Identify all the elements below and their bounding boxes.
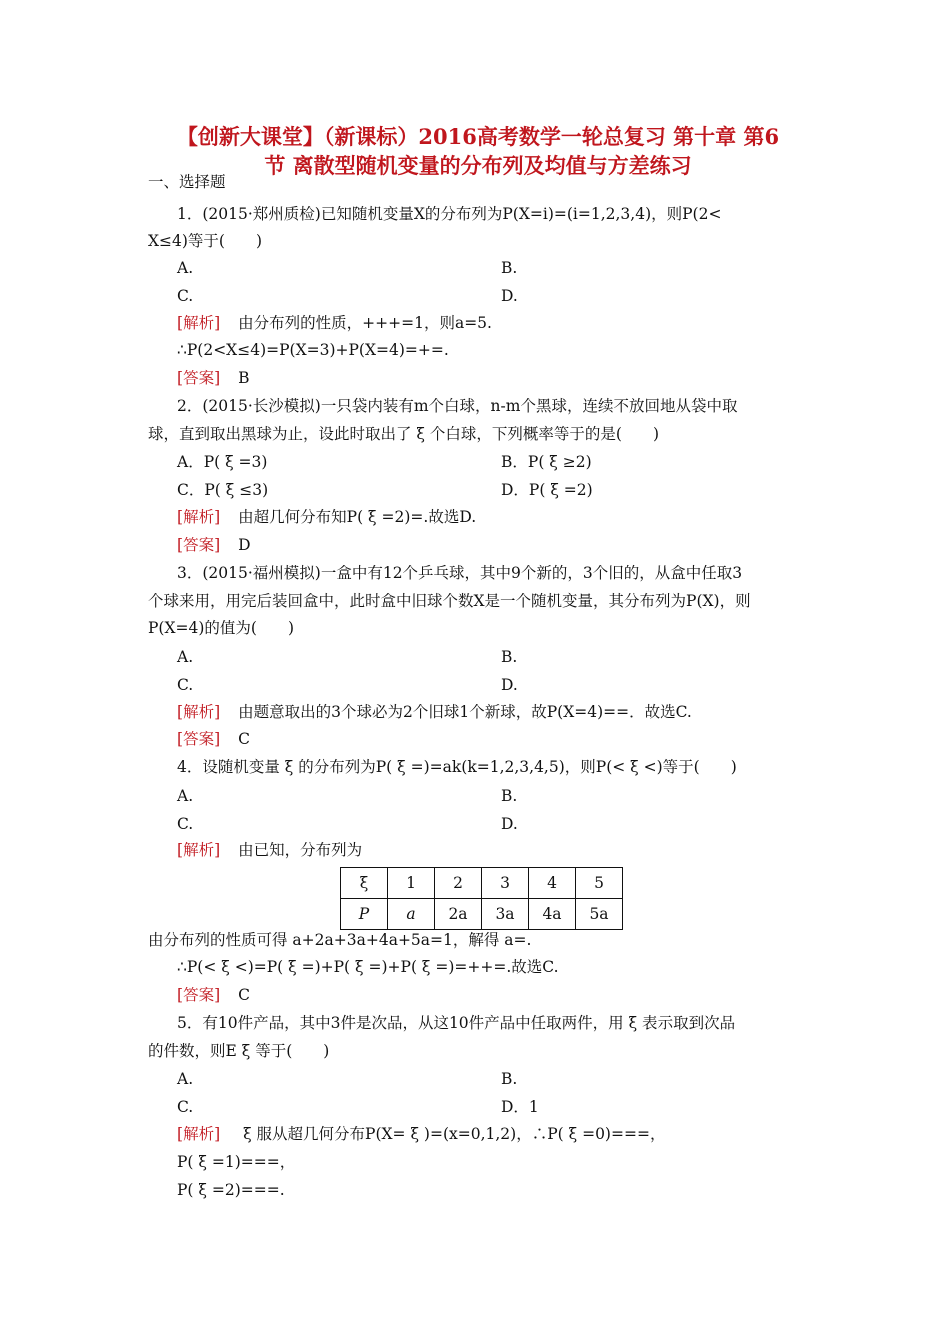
document-title [148,122,808,180]
q4-after-2: ∴P(< ξ <)=P( ξ =)+P( ξ =)+P( ξ =)=++=.故选C. [177,958,559,976]
q3-stem-1: 3．(2015·福州模拟)一盒中有12个乒乓球，其中9个新的，3个旧的，从盒中任取3 [177,564,743,582]
table-row [341,868,623,899]
q4-option-c: C. [177,815,194,833]
q3-analysis [177,702,692,722]
q2-option-b: B．P( ξ ≥2) [501,453,592,471]
table-cell: a [388,899,435,930]
q4-option-a: A. [177,787,194,805]
q5-stem-2: 的件数，则E ξ 等于( ) [148,1042,330,1060]
q2-option-a: A．P( ξ =3) [177,453,268,471]
q1-analysis-text: 由分布列的性质，+++=1，则a=5. [238,314,492,332]
table-cell: 4a [529,899,576,930]
q5-option-c: C. [177,1098,194,1116]
q1-answer-value: B [238,369,250,387]
q5-analysis [177,1124,665,1144]
q4-stem-1: 4．设随机变量 ξ 的分布列为P( ξ =)=ak(k=1,2,3,4,5)，则P(< ξ <)等于( ) [177,758,737,776]
q4-option-b: B. [501,787,518,805]
q2-stem-1: 2．(2015·长沙模拟)一只袋内装有m个白球，n-m个黑球，连续不放回地从袋中取 [177,397,738,415]
q3-option-d: D. [501,676,518,694]
q1-analysis [177,313,492,333]
q3-answer [177,729,250,749]
q4-analysis [177,840,362,860]
title-line-2: 节 离散型随机变量的分布列及均值与方差练习 [264,153,692,178]
q1-option-b: B. [501,259,518,277]
q2-option-c: C．P( ξ ≤3) [177,481,269,499]
q1-stem-1: 1．(2015·郑州质检)已知随机变量X的分布列为P(X=i)=(i=1,2,3,4)，则P(2< [177,205,722,223]
table-cell: ξ [341,868,388,899]
analysis-tag: [ 解析 ] [177,508,220,526]
analysis-tag: [ 解析 ] [177,841,220,859]
q5-option-b: B. [501,1070,518,1088]
q1-stem-2: X≤4)等于( ) [148,232,263,250]
table-cell: 1 [388,868,435,899]
q3-stem-3: P(X=4)的值为( ) [148,619,295,637]
table-row [341,899,623,930]
q2-analysis [177,507,476,527]
q2-answer-value: D [238,536,251,554]
q4-answer-value: C [238,986,251,1004]
q5-option-d: D．1 [501,1098,539,1116]
q1-therefore: ∴P(2<X≤4)=P(X=3)+P(X=4)=+=. [177,341,449,359]
analysis-tag: [ 解析 ] [177,1125,220,1143]
q3-analysis-text: 由题意取出的3个球必为2个旧球1个新球，故P(X=4)==．故选C. [238,703,692,721]
q3-option-b: B. [501,648,518,666]
q4-after-1: 由分布列的性质可得 a+2a+3a+4a+5a=1，解得 a=. [148,931,532,949]
table-cell: 5 [576,868,623,899]
answer-tag: [ 答案 ] [177,536,220,554]
q2-analysis-text: 由超几何分布知P( ξ =2)=.故选D. [238,508,477,526]
table-cell: 5a [576,899,623,930]
q4-option-d: D. [501,815,518,833]
q3-answer-value: C [238,730,251,748]
q3-stem-2: 个球来用，用完后装回盒中，此时盒中旧球个数X是一个随机变量，其分布列为P(X)，则 [148,592,751,610]
table-cell: 2a [435,899,482,930]
q2-answer [177,535,251,555]
analysis-tag: [ 解析 ] [177,703,220,721]
q2-stem-2: 球，直到取出黑球为止，设此时取出了 ξ 个白球，下列概率等于的是( ) [148,425,659,443]
q5-option-a: A. [177,1070,194,1088]
table-cell: 2 [435,868,482,899]
q3-option-a: A. [177,648,194,666]
q2-option-d: D．P( ξ =2) [501,481,593,499]
q5-line-3: P( ξ =2)===. [177,1181,285,1199]
distribution-table [340,867,623,930]
answer-tag: [ 答案 ] [177,986,220,1004]
answer-tag: [ 答案 ] [177,369,220,387]
analysis-tag: [ 解析 ] [177,314,220,332]
q5-line-2: P( ξ =1)===， [177,1153,296,1171]
q4-analysis-text: 由已知，分布列为 [238,841,363,859]
title-line-1: 【创新大课堂】（新课标）2016高考数学一轮总复习 第十章 第6 [176,124,780,149]
q5-analysis-text: ξ 服从超几何分布P(X= ξ )=(x=0,1,2)，∴P( ξ =0)===， [238,1125,666,1143]
q1-answer [177,368,250,388]
table-cell: 3 [482,868,529,899]
table-cell: P [341,899,388,930]
section-heading: 一、选择题 [148,173,226,191]
answer-tag: [ 答案 ] [177,730,220,748]
q1-option-d: D. [501,287,518,305]
q1-option-c: C. [177,287,194,305]
q3-option-c: C. [177,676,194,694]
q5-stem-1: 5．有10件产品，其中3件是次品，从这10件产品中任取两件，用 ξ 表示取到次品 [177,1014,736,1032]
table-cell: 4 [529,868,576,899]
q4-answer [177,985,250,1005]
table-cell: 3a [482,899,529,930]
q1-option-a: A. [177,259,194,277]
